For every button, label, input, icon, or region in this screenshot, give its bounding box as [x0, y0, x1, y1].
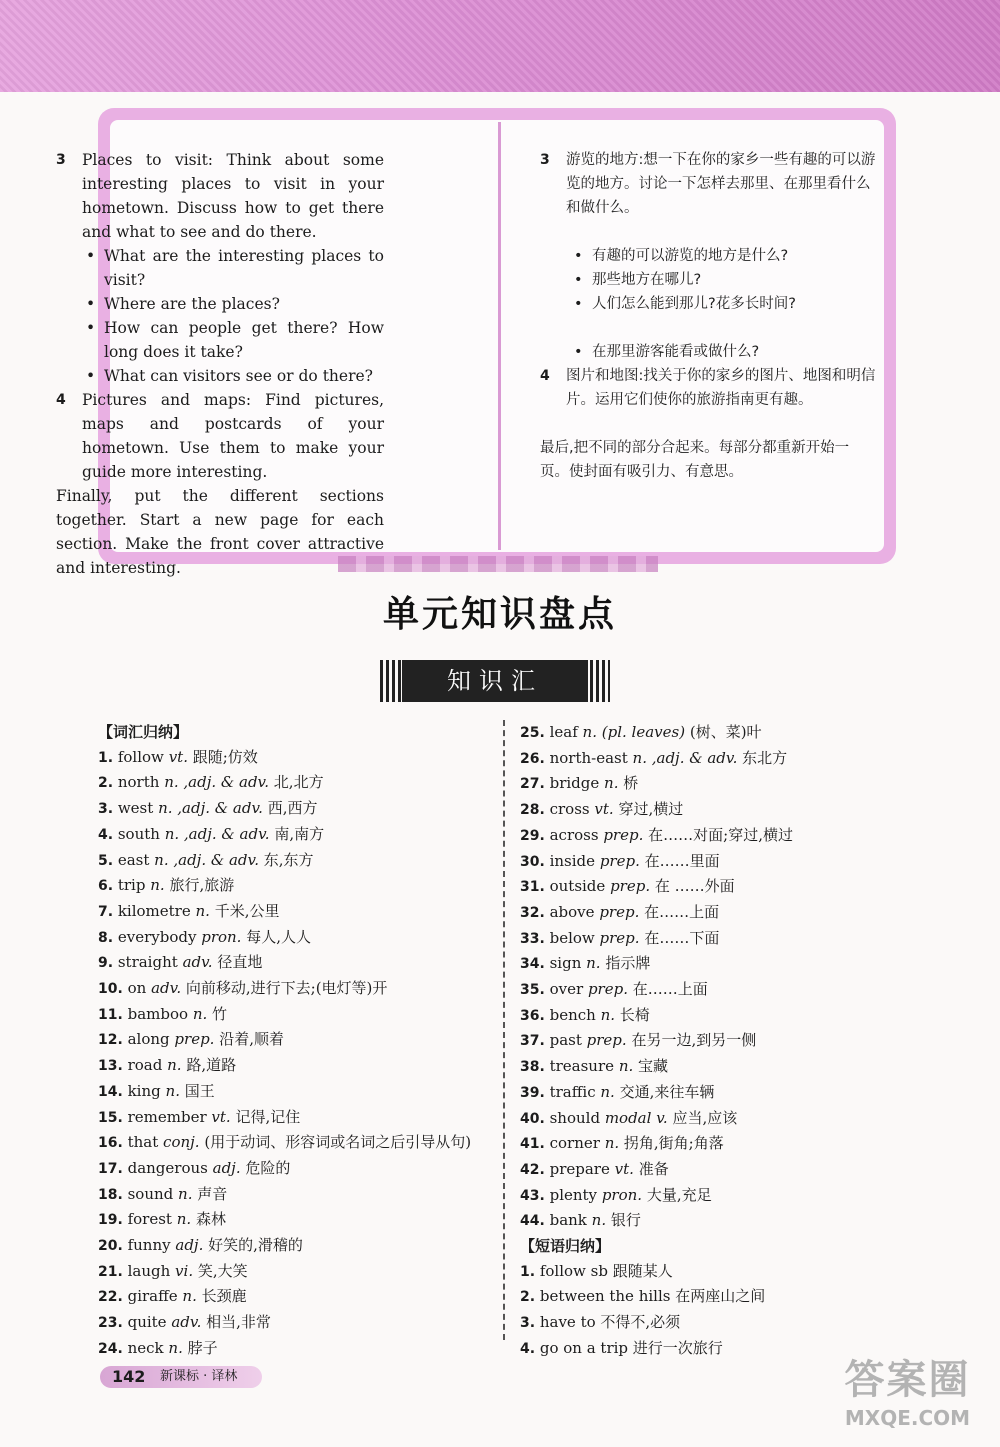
item-number: 4 [56, 392, 66, 408]
phrase-text: have to 不得不,必须 [539, 1313, 681, 1332]
vocab-entry [98, 1336, 498, 1362]
vocab-entry [520, 1054, 920, 1080]
entry-part-of-speech: n. [182, 1287, 197, 1306]
entry-meaning: 径直地 [217, 953, 263, 972]
entry-part-of-speech: n. ,adj. & adv. [632, 748, 738, 767]
entry-part-of-speech: n. [600, 1082, 615, 1101]
entry-number: 11. [98, 1006, 123, 1023]
book-name: 新课标 · 译林 [160, 1369, 238, 1384]
vocab-entry [520, 900, 920, 926]
entry-number: 32. [520, 904, 545, 921]
vocab-entry [520, 977, 920, 1003]
entry-meaning: 危险的 [245, 1158, 291, 1177]
entry-meaning: 穿过,横过 [618, 800, 684, 819]
entry-part-of-speech: n. [618, 1057, 634, 1076]
entry-part-of-speech: pron. [601, 1185, 643, 1204]
entry-meaning: 千米,公里 [214, 901, 280, 920]
entry-meaning: 拐角,街角;角落 [623, 1134, 724, 1153]
vocab-entry [98, 1284, 498, 1310]
entry-word: should [549, 1108, 601, 1127]
entry-word: sign [549, 954, 582, 973]
entry-meaning: 长椅 [619, 1005, 650, 1024]
entry-part-of-speech: n. [150, 876, 165, 895]
entry-number: 12. [98, 1032, 123, 1049]
entry-word: forest [127, 1210, 172, 1229]
entry-meaning: 在……上面 [644, 902, 720, 921]
entry-number: 23. [98, 1315, 123, 1332]
entry-number: 41. [520, 1136, 545, 1153]
entry-part-of-speech: prep. [603, 825, 644, 844]
item-number: 3 [56, 152, 66, 168]
entry-number: 1. [98, 749, 114, 766]
item-number: 4 [540, 368, 550, 384]
entry-word: trip [117, 876, 146, 895]
vocab-entry [98, 1310, 498, 1336]
entry-meaning: 宝藏 [638, 1057, 669, 1076]
entry-word: bridge [549, 774, 600, 793]
entry-part-of-speech: prep. [599, 851, 640, 870]
entry-part-of-speech: n. [176, 1210, 192, 1229]
entry-part-of-speech: prep. [586, 1031, 627, 1050]
decorative-top-band [0, 0, 1000, 92]
entry-word: treasure [549, 1057, 615, 1076]
entry-number: 3. [98, 801, 114, 818]
vocab-entry [520, 1157, 920, 1183]
vocab-entry [520, 951, 920, 977]
entry-number: 38. [520, 1059, 545, 1076]
entry-number: 21. [98, 1263, 123, 1280]
item-text: 游览的地方:想一下在你的家乡一些有趣的可以游览的地方。讨论一下怎样去那里、在那里看什么和做什么。 [566, 152, 876, 216]
vocab-entry [98, 1182, 498, 1208]
vocab-entry [520, 746, 920, 772]
entry-meaning: 路,道路 [186, 1056, 237, 1075]
entry-meaning: 应当,应该 [672, 1108, 738, 1127]
entry-word: everybody [117, 927, 197, 946]
entry-number: 5. [98, 852, 114, 869]
entry-part-of-speech: n. ,adj. & adv. [158, 799, 263, 818]
entry-number: 13. [98, 1058, 123, 1075]
vocab-entry [98, 950, 498, 976]
entry-part-of-speech: modal v. [604, 1108, 668, 1127]
entry-part-of-speech: n. [604, 1134, 620, 1153]
phrase-entry [520, 1284, 920, 1310]
decorative-strip [338, 556, 658, 572]
vocab-entry [98, 1207, 498, 1233]
entry-meaning: 在……上面 [632, 980, 708, 999]
vocab-entry [98, 822, 498, 848]
entry-word: north [117, 773, 160, 792]
entry-part-of-speech: vt. [614, 1159, 634, 1178]
entry-number: 4. [520, 1340, 536, 1357]
entry-number: 15. [98, 1109, 123, 1126]
entry-part-of-speech: n. [178, 1184, 193, 1203]
item-text: 图片和地图:找关于你的家乡的图片、地图和明信片。运用它们使你的旅游指南更有趣。 [566, 368, 876, 408]
entry-meaning: 脖子 [187, 1338, 218, 1357]
vocab-entry [520, 874, 920, 900]
bullet-item: • 有趣的可以游览的地方是什么? [540, 244, 876, 268]
entry-word: king [127, 1081, 161, 1100]
entry-meaning: 指示牌 [605, 954, 651, 973]
entry-word: follow [117, 747, 164, 766]
vocab-entry [520, 926, 920, 952]
vocab-entry [98, 899, 498, 925]
bullet-item: • What are the interesting places to visit? [56, 244, 384, 292]
entry-meaning: 声音 [197, 1184, 228, 1203]
entry-number: 36. [520, 1007, 545, 1024]
entry-meaning: 在另一边,到另一侧 [631, 1031, 757, 1050]
entry-meaning: 交通,来往车辆 [619, 1082, 715, 1101]
english-instructions [56, 148, 384, 580]
vocab-entry [520, 1208, 920, 1234]
vocab-right-column [520, 720, 920, 1362]
entry-part-of-speech: n. [591, 1211, 607, 1230]
entry-part-of-speech: vt. [211, 1107, 231, 1126]
vocab-entry [98, 1053, 498, 1079]
page-footer [100, 1366, 262, 1388]
vocab-entry [98, 1002, 498, 1028]
entry-number: 16. [98, 1135, 123, 1152]
entry-word: leaf [549, 723, 578, 741]
phrase-text: between the hills 在两座山之间 [539, 1287, 766, 1306]
entry-meaning: 沿着,顺着 [219, 1030, 285, 1049]
entry-word: inside [549, 851, 596, 870]
entry-number: 2. [520, 1289, 536, 1306]
vocab-entry [98, 1079, 498, 1105]
entry-number: 42. [520, 1161, 545, 1178]
phrase-text: follow sb 跟随某人 [539, 1261, 673, 1280]
section-title: 单元知识盘点 [382, 594, 617, 635]
bullet-item: • Where are the places? [56, 292, 384, 316]
vocab-entry [98, 1233, 498, 1259]
vocab-entry [98, 745, 498, 771]
vocab-entry [520, 823, 920, 849]
vocab-entry [98, 925, 498, 951]
bullet-item: • What can visitors see or do there? [56, 364, 384, 388]
entry-word: laugh [127, 1261, 171, 1280]
entry-part-of-speech: prep. [610, 877, 651, 896]
entry-word: on [127, 979, 147, 998]
entry-number: 2. [98, 775, 114, 792]
entry-word: across [549, 825, 599, 844]
vocab-entry [520, 797, 920, 823]
entry-word: straight [117, 953, 178, 972]
entry-meaning: 东,东方 [263, 850, 314, 869]
vocab-entry [520, 720, 920, 746]
entry-meaning: 好笑的,滑稽的 [208, 1236, 303, 1255]
entry-part-of-speech: n. [195, 901, 210, 920]
entry-number: 25. [520, 725, 545, 741]
vocab-entry [520, 1080, 920, 1106]
vocab-entry [98, 976, 498, 1002]
entry-number: 35. [520, 982, 545, 999]
item-4-en [56, 388, 384, 484]
entry-meaning: 国王 [184, 1081, 215, 1100]
entry-part-of-speech: vt. [594, 800, 614, 819]
entry-number: 4. [98, 826, 114, 843]
item-4-zh [540, 364, 876, 412]
vocab-entry [520, 1131, 920, 1157]
entry-part-of-speech: adv. [171, 1313, 202, 1332]
entry-word: quite [127, 1313, 167, 1332]
item-text: Pictures and maps: Find pictures, maps and postcards of your hometown. Use them to make your guide more interesting. [82, 391, 384, 481]
entry-number: 33. [520, 930, 545, 947]
bullet-item: • 在那里游客能看或做什么? [540, 340, 876, 364]
entry-number: 18. [98, 1186, 123, 1203]
entry-word: kilometre [117, 901, 191, 920]
vocab-entry [520, 1003, 920, 1029]
entry-number: 31. [520, 879, 545, 896]
phrase-text: go on a trip 进行一次旅行 [539, 1338, 723, 1357]
entry-part-of-speech: prep. [587, 980, 628, 999]
vocab-column-divider [503, 720, 506, 1340]
entry-meaning: 笑,大笑 [197, 1261, 248, 1280]
item-number: 3 [540, 152, 550, 168]
vocab-entry [520, 771, 920, 797]
entry-number: 44. [520, 1213, 545, 1230]
entry-word: road [127, 1056, 163, 1075]
entry-meaning: 旅行,旅游 [169, 876, 235, 895]
entry-number: 30. [520, 853, 545, 870]
entry-word: remember [127, 1107, 207, 1126]
entry-word: bamboo [127, 1004, 189, 1023]
vocab-entry [520, 1106, 920, 1132]
vocab-entry [520, 1183, 920, 1209]
entry-meaning: 森林 [195, 1210, 226, 1229]
entry-word: outside [549, 877, 606, 896]
entry-number: 34. [520, 956, 545, 973]
entry-number: 6. [98, 878, 114, 895]
entry-word: east [117, 850, 150, 869]
vocab-entry [98, 1105, 498, 1131]
entry-meaning: 在……对面;穿过,横过 [648, 825, 793, 844]
entry-word: cross [549, 800, 590, 819]
entry-part-of-speech: n. (pl. leaves) [582, 723, 686, 741]
vocab-entry [520, 849, 920, 875]
entry-meaning: 西,西方 [267, 799, 318, 818]
entry-word: bench [549, 1005, 596, 1024]
entry-number: 20. [98, 1238, 123, 1255]
entry-number: 24. [98, 1340, 123, 1357]
entry-part-of-speech: vt. [168, 747, 188, 766]
entry-meaning: 在……下面 [644, 928, 720, 947]
entry-meaning: 相当,非常 [206, 1313, 271, 1332]
entry-number: 14. [98, 1083, 123, 1100]
vocab-left-column [98, 720, 498, 1362]
finally-paragraph: 最后,把不同的部分合起来。每部分都重新开始一页。使封面有吸引力、有意思。 [540, 440, 850, 480]
entry-word: prepare [549, 1159, 610, 1178]
entry-part-of-speech: prep. [174, 1030, 215, 1049]
entry-word: traffic [549, 1082, 596, 1101]
page-number: 142 [112, 1367, 146, 1386]
entry-part-of-speech: adj. [212, 1158, 241, 1177]
vocab-entry [98, 1156, 498, 1182]
bullet-item: • How can people get there? How long does it take? [56, 316, 384, 364]
entry-part-of-speech: n. [604, 774, 619, 793]
entry-meaning: 记得,记住 [235, 1107, 301, 1126]
entry-meaning: 在……里面 [644, 851, 720, 870]
entry-meaning: 东北方 [742, 748, 788, 767]
entry-number: 22. [98, 1289, 123, 1306]
entry-word: above [549, 902, 595, 921]
column-divider [498, 122, 501, 550]
entry-word: that [127, 1133, 159, 1152]
phrase-entry [520, 1259, 920, 1285]
entry-word: dangerous [127, 1158, 208, 1177]
watermark-url: MXQE.COM [844, 1406, 971, 1430]
entry-part-of-speech: n. ,adj. & adv. [154, 850, 259, 869]
entry-number: 17. [98, 1160, 123, 1177]
entry-word: bank [549, 1211, 587, 1230]
entry-part-of-speech: n. [165, 1081, 180, 1100]
entry-number: 39. [520, 1084, 545, 1101]
entry-number: 26. [520, 750, 545, 767]
phrase-entry [520, 1310, 920, 1336]
entry-meaning: 长颈鹿 [201, 1287, 247, 1306]
entry-number: 37. [520, 1033, 545, 1050]
entry-meaning: (树、菜)叶 [689, 723, 762, 741]
finally-paragraph: Finally, put the different sections together. Start a new page for each section. Make the front cover attractive and interesting. [56, 487, 384, 577]
item-text: Places to visit: Think about some interesting places to visit in your hometown. Discuss how to get there and what to see and do there. [82, 151, 384, 241]
entry-number: 27. [520, 776, 545, 793]
phrase-heading: 【短语归纳】 [520, 1237, 611, 1256]
entry-word: south [117, 824, 160, 843]
entry-meaning: 桥 [623, 774, 639, 793]
item-3-zh [540, 148, 876, 220]
entry-part-of-speech: adj. [175, 1236, 204, 1255]
entry-number: 19. [98, 1212, 123, 1229]
entry-part-of-speech: n. [168, 1338, 183, 1357]
entry-number: 8. [98, 929, 114, 946]
entry-part-of-speech: n. ,adj. & adv. [164, 773, 270, 792]
chinese-instructions [540, 148, 876, 484]
entry-word: over [549, 980, 584, 999]
entry-meaning: 大量,充足 [646, 1185, 712, 1204]
entry-number: 43. [520, 1187, 545, 1204]
entry-part-of-speech: n. [600, 1005, 616, 1024]
entry-word: funny [127, 1236, 171, 1255]
entry-meaning: 准备 [638, 1159, 669, 1178]
entry-word: below [549, 928, 595, 947]
entry-number: 9. [98, 955, 114, 972]
vocab-entry [520, 1028, 920, 1054]
bullet-item: • 人们怎么能到那儿?花多长时间? [540, 292, 876, 316]
entry-number: 28. [520, 802, 545, 819]
item-3-en [56, 148, 384, 244]
entry-meaning: 银行 [610, 1211, 641, 1230]
entry-part-of-speech: conj. [163, 1133, 200, 1152]
entry-number: 29. [520, 827, 545, 844]
banner-label: 知识汇 [402, 660, 588, 702]
entry-part-of-speech: adv. [151, 979, 182, 998]
vocab-entry [98, 796, 498, 822]
entry-number: 10. [98, 981, 123, 998]
entry-meaning: 竹 [212, 1004, 228, 1023]
vocab-entry [98, 848, 498, 874]
entry-part-of-speech: n. [586, 954, 601, 973]
watermark [820, 1355, 995, 1443]
entry-word: corner [549, 1134, 600, 1153]
entry-word: giraffe [127, 1287, 178, 1306]
entry-meaning: 向前移动,进行下去;(电灯等)开 [185, 979, 388, 998]
entry-part-of-speech: prep. [599, 928, 640, 947]
entry-number: 1. [520, 1263, 536, 1280]
entry-meaning: 北,北方 [273, 773, 324, 792]
entry-part-of-speech: vi. [175, 1261, 194, 1280]
bullet-item: • 那些地方在哪儿? [540, 268, 876, 292]
vocab-entry [98, 1259, 498, 1285]
watermark-logo: 答案圈 [844, 1357, 971, 1403]
entry-part-of-speech: adv. [182, 953, 213, 972]
entry-part-of-speech: pron. [201, 927, 242, 946]
entry-word: sound [127, 1184, 174, 1203]
entry-word: west [117, 799, 154, 818]
entry-word: north-east [549, 748, 628, 767]
knowledge-banner [380, 660, 610, 702]
vocab-entry [98, 1130, 498, 1156]
entry-meaning: 每人,人人 [246, 927, 312, 946]
entry-number: 3. [520, 1315, 536, 1332]
entry-word: along [127, 1030, 170, 1049]
entry-meaning: 在 ……外面 [654, 877, 735, 896]
vocab-heading: 【词汇归纳】 [98, 723, 189, 741]
vocab-entry [98, 873, 498, 899]
entry-word: neck [127, 1338, 164, 1357]
entry-meaning: (用于动词、形容词或名词之后引导从句) [204, 1133, 472, 1152]
entry-meaning: 南,南方 [274, 824, 325, 843]
entry-word: plenty [549, 1185, 598, 1204]
entry-number: 7. [98, 903, 114, 920]
entry-number: 40. [520, 1110, 545, 1127]
vocab-entry [98, 770, 498, 796]
entry-part-of-speech: n. [192, 1004, 208, 1023]
entry-part-of-speech: n. ,adj. & adv. [164, 824, 270, 843]
entry-part-of-speech: n. [167, 1056, 182, 1075]
entry-part-of-speech: prep. [599, 902, 640, 921]
entry-meaning: 跟随;仿效 [192, 747, 258, 766]
entry-word: past [549, 1031, 582, 1050]
vocab-entry [98, 1027, 498, 1053]
